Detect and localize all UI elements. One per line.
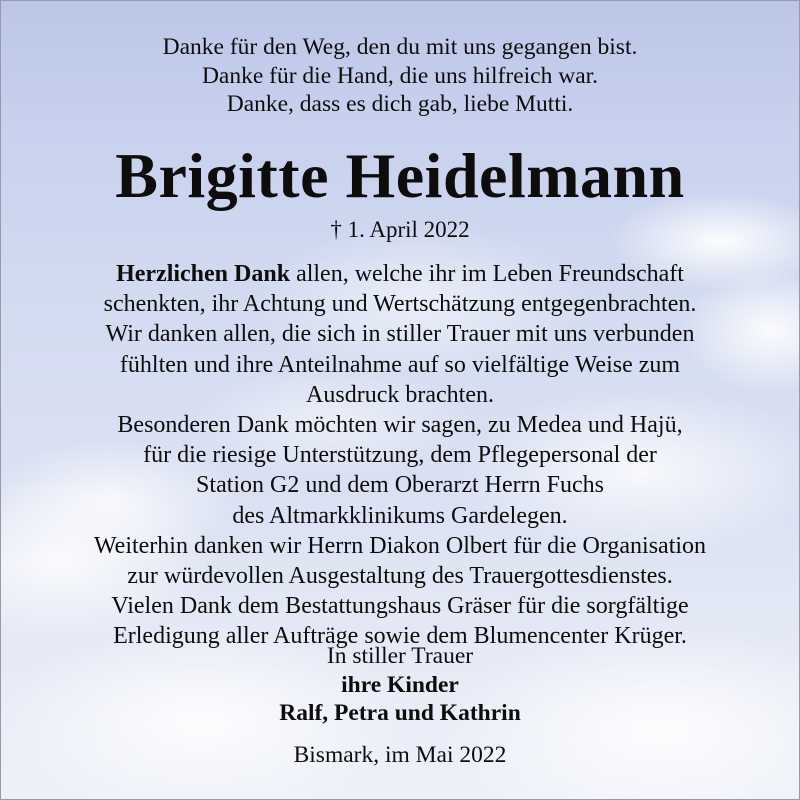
thanks-line-12: Erledigung aller Aufträge sowie dem Blumencenter Krüger. [113,623,687,650]
thanks-line-11: Vielen Dank dem Bestattungshaus Gräser für die sorgfältige [111,593,689,620]
thanks-lead-rest: allen, welche ihr im Leben Freundschaft [290,261,684,287]
thanks-line-7: Station G2 und dem Oberarzt Herrn Fuchs [196,472,604,499]
thanks-line-9: Weiterhin danken wir Herrn Diakon Olbert für die Organisation [93,532,707,559]
death-date: † 1. April 2022 [330,217,470,242]
deceased-name: Brigitte Heidelmann [115,140,685,211]
verse-line-2: Danke für die Hand, die uns hilfreich war. [201,62,599,89]
signature-block [1,642,799,728]
thanks-line-4: Ausdruck brachten. [306,381,494,408]
thanks-line-2: Wir danken allen, die sich in stiller Trauer mit uns verbunden [105,321,695,348]
verse-line-1: Danke für den Weg, den du mit uns gegangen bist. [162,34,638,60]
thanks-line-0 [1,259,799,289]
mourners-relation: ihre Kinder [341,671,459,698]
thanks-line-10: zur würdevollen Ausgestaltung des Trauergottesdienstes. [127,563,673,590]
thanks-line-1: schenkten, ihr Achtung und Wertschätzung entgegenbrachten. [103,291,697,318]
thanks-line-3: fühlten und ihre Anteilnahme auf so vielfältige Weise zum [119,351,681,378]
memorial-verse [1,33,799,119]
mourners-names: Ralf, Petra und Kathrin [279,700,521,726]
thanks-lead-bold: Herzlichen Dank [116,261,291,287]
thanks-text [1,259,799,652]
thanks-line-5: Besonderen Dank möchten wir sagen, zu Medea und Hajü, [117,412,683,439]
verse-line-3: Danke, dass es dich gab, liebe Mutti. [226,91,574,117]
place-and-date: Bismark, im Mai 2022 [293,742,507,768]
thanks-line-6: für die riesige Unterstützung, dem Pflegepersonal der [143,442,657,469]
mourning-intro: In stiller Trauer [326,643,474,669]
thanks-line-8: des Altmarkklinikums Gardelegen. [232,502,568,529]
